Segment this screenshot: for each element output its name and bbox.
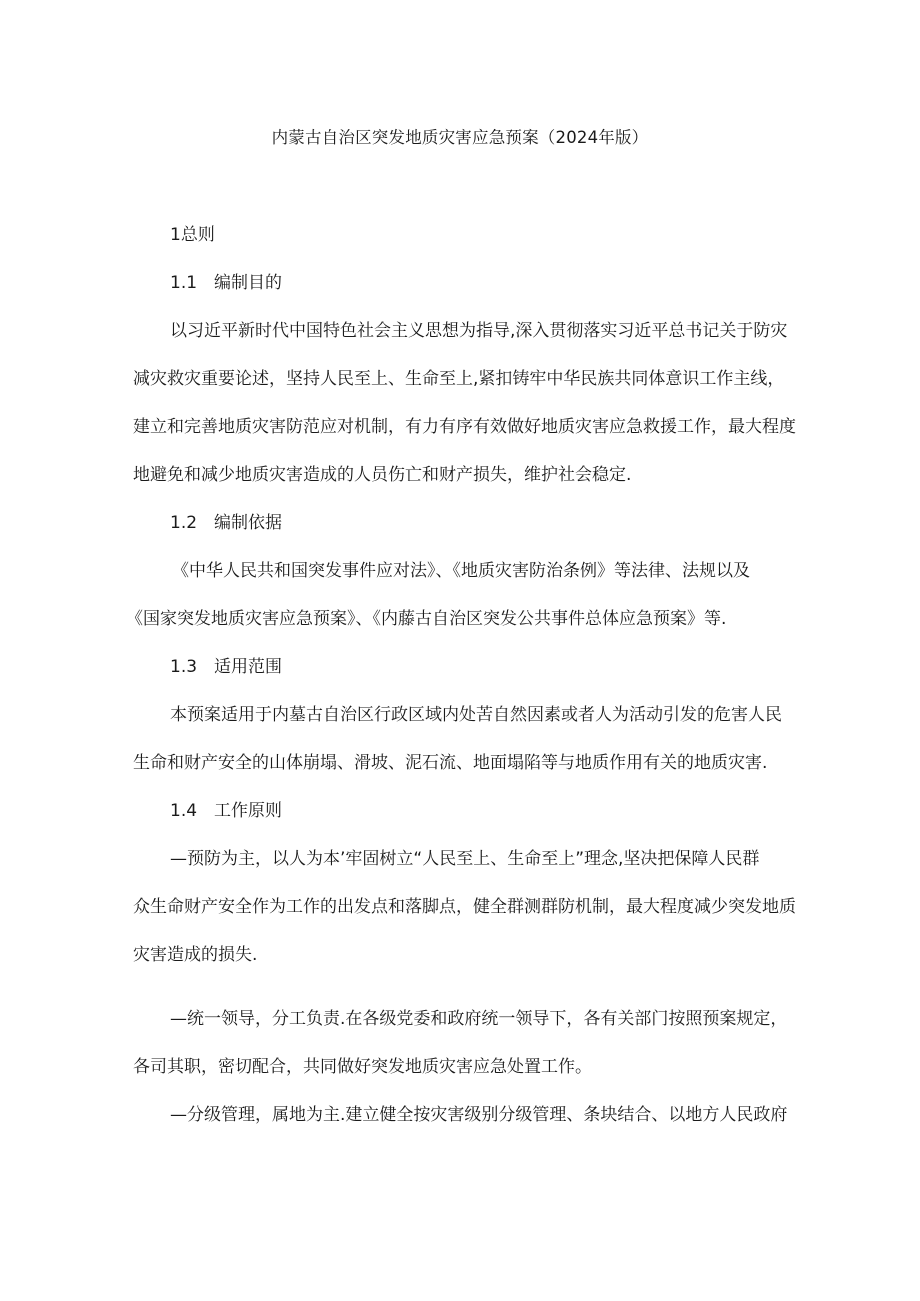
paragraph-line: 灾害造成的损失. bbox=[133, 945, 258, 965]
subsection-label: 适用范围 bbox=[214, 657, 282, 677]
paragraph-line: 本预案适用于内墓古自治区行政区域内处苦自然因素或者人为活动引发的危害人民 bbox=[170, 705, 782, 725]
paragraph-line: —分级管理，属地为主.建立健全按灾害级别分级管理、条块结合、以地方人民政府 bbox=[170, 1105, 788, 1125]
paragraph-line: 地避免和减少地质灾害造成的人员伤亡和财产损失，维护社会稳定. bbox=[133, 465, 632, 485]
paragraph-line: 以习近平新时代中国特色社会主义思想为指导,深入贯彻落实习近平总书记关于防灾 bbox=[170, 321, 788, 341]
paragraph-line: 《中华人民共和国突发事件应对法》、《地质灾害防治条例》等法律、法规以及 bbox=[172, 561, 750, 581]
subsection-label: 工作原则 bbox=[214, 801, 282, 821]
section-heading-general: 1总则 bbox=[170, 225, 215, 245]
paragraph-line: 众生命财产安全作为工作的出发点和落脚点，健全群测群防机制，最大程度减少突发地质 bbox=[133, 897, 796, 917]
subsection-heading-1-2 bbox=[170, 510, 282, 536]
subsection-number: 1.4 bbox=[170, 801, 198, 821]
paragraph-line: —预防为主，以人为本’牢固树立“人民至上、生命至上”理念,坚决把保障人民群 bbox=[170, 849, 760, 869]
paragraph-line: 生命和财产安全的山体崩塌、滑坡、泥石流、地面塌陷等与地质作用有关的地质灾害. bbox=[133, 753, 768, 773]
subsection-number: 1.3 bbox=[170, 657, 198, 677]
subsection-label: 编制目的 bbox=[214, 273, 282, 293]
subsection-number: 1.1 bbox=[170, 273, 198, 293]
paragraph-line: 建立和完善地质灾害防范应对机制，有力有序有效做好地质灾害应急救援工作，最大程度 bbox=[133, 417, 796, 437]
paragraph-line: 各司其职，密切配合，共同做好突发地质灾害应急处置工作。 bbox=[133, 1057, 592, 1077]
paragraph-line: 《国家突发地质灾害应急预案》、《内藤古自治区突发公共事件总体应急预案》等. bbox=[126, 609, 727, 629]
subsection-heading-1-1 bbox=[170, 270, 282, 296]
paragraph-line: 减灾救灾重要论述，坚持人民至上、生命至上,紧扣铸牢中华民族共同体意识工作主线， bbox=[133, 369, 785, 389]
subsection-label: 编制依据 bbox=[214, 513, 282, 533]
document-title: 内蒙古自治区突发地质灾害应急预案（2024年版） bbox=[271, 128, 649, 147]
subsection-heading-1-3 bbox=[170, 654, 282, 680]
subsection-heading-1-4 bbox=[170, 798, 282, 824]
paragraph-line: —统一领导，分工负责.在各级党委和政府统一领导下，各有关部门按照预案规定， bbox=[170, 1009, 788, 1029]
subsection-number: 1.2 bbox=[170, 513, 198, 533]
